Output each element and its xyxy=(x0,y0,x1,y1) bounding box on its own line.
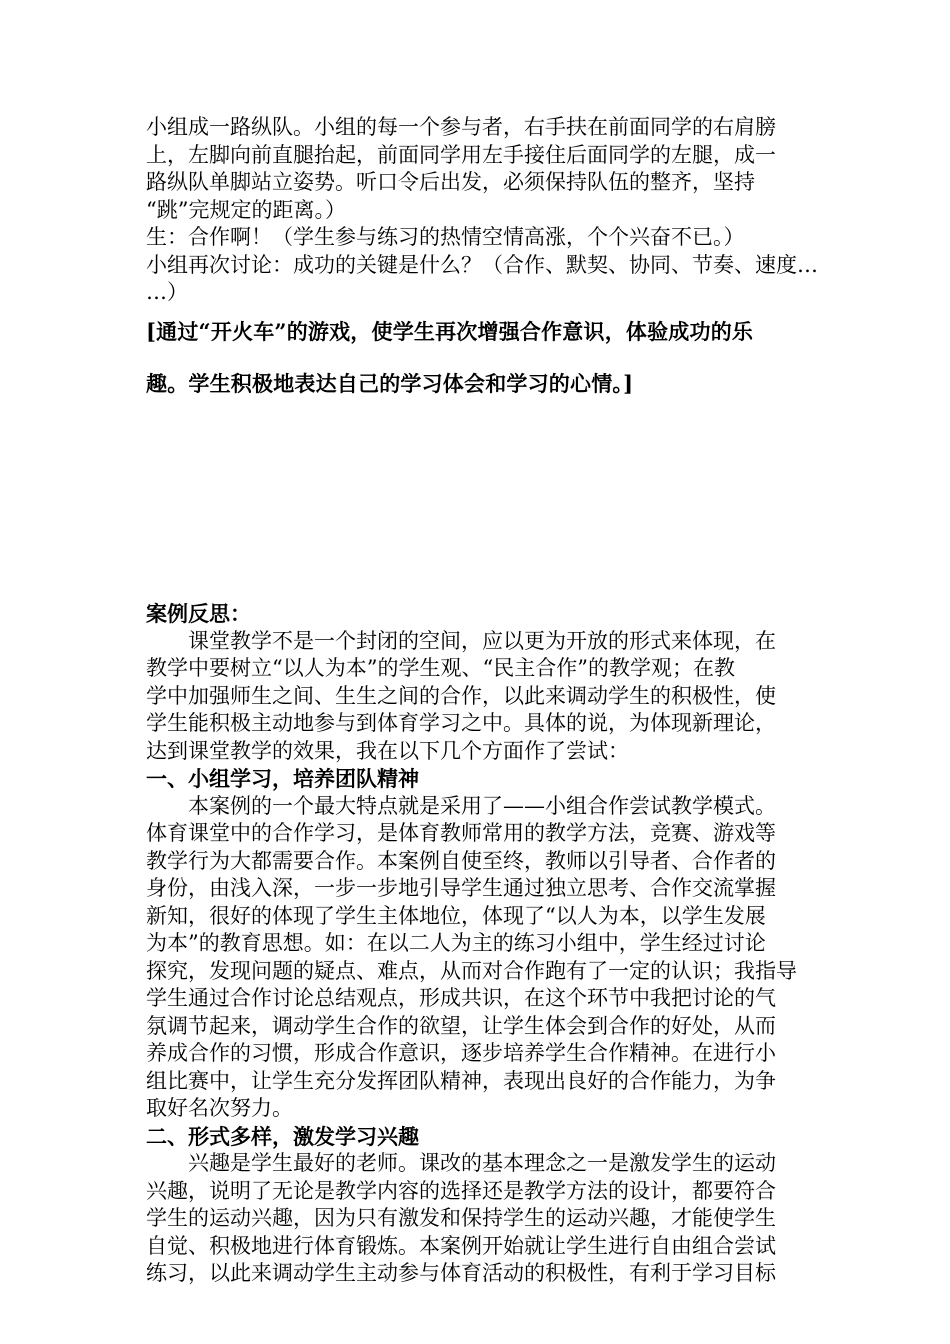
paragraph-line: 养成合作的习惯，形成合作意识，逐步培养学生合作精神。在进行小 xyxy=(146,1041,776,1065)
text-line: 小组成一路纵队。小组的每一个参与者，右手扶在前面同学的右肩膀 xyxy=(146,115,776,139)
paragraph-line: 学生的运动兴趣，因为只有激发和保持学生的运动兴趣，才能使学生 xyxy=(146,1206,776,1230)
design-note-line: 趣。学生积极地表达自己的学习体会和学习的心情。] xyxy=(146,371,634,396)
paragraph-line: 本案例的一个最大特点就是采用了——小组合作尝试教学模式。 xyxy=(188,793,776,818)
section-heading-2: 二、形式多样，激发学习兴趣 xyxy=(146,1123,419,1149)
section-heading-1: 一、小组学习，培养团队精神 xyxy=(146,766,419,791)
paragraph-line: 氛调节起来，调动学生合作的欲望，让学生体会到合作的好处，从而 xyxy=(146,1013,776,1038)
reflection-heading: 案例反思： xyxy=(146,601,251,626)
paragraph-line: 练习，以此来调动学生主动参与体育活动的积极性，有利于学习目标 xyxy=(146,1261,776,1285)
paragraph-line: 达到课堂教学的效果，我在以下几个方面作了尝试： xyxy=(146,738,629,763)
paragraph-line: 教学中要树立“以人为本”的学生观、“民主合作”的教学观；在教 xyxy=(146,656,735,680)
paragraph-line: 学中加强师生之间、生生之间的合作，以此来调动学生的积极性，使 xyxy=(146,683,776,708)
paragraph-line: 为本”的教育思想。如：在以二人为主的练习小组中，学生经过讨论 xyxy=(146,931,766,955)
discussion-question: 小组再次讨论：成功的关键是什么？（合作、默契、协同、节奏、速度… xyxy=(146,252,818,277)
text-line: …） xyxy=(146,280,188,304)
text-line: 路纵队单脚站立姿势。听口令后出发，必须保持队伍的整齐，坚持 xyxy=(146,170,755,194)
text-line: “跳”完规定的距离。） xyxy=(146,197,346,222)
reflection-section xyxy=(146,600,797,1288)
design-note-line: [通过“开火车”的游戏，使学生再次增强合作意识，体验成功的乐 xyxy=(146,319,754,344)
paragraph-line: 课堂教学不是一个封闭的空间，应以更为开放的形式来体现，在 xyxy=(188,628,776,653)
paragraph-line: 兴趣，说明了无论是教学内容的选择还是教学方法的设计，都要符合 xyxy=(146,1178,776,1203)
student-response: 生：合作啊！（学生参与练习的热情空情高涨，个个兴奋不已。） xyxy=(146,225,745,249)
paragraph-line: 新知，很好的体现了学生主体地位，体现了“以人为本，以学生发展 xyxy=(146,903,766,928)
paragraph-line: 学生通过合作讨论总结观点，形成共识，在这个环节中我把讨论的气 xyxy=(146,986,776,1010)
paragraph-line: 自觉、积极地进行体育锻炼。本案例开始就让学生进行自由组合尝试 xyxy=(146,1233,776,1258)
activity-description xyxy=(146,114,818,307)
text-line: 上，左脚向前直腿抬起，前面同学用左手接住后面同学的左腿，成一 xyxy=(146,142,776,167)
paragraph-line: 教学行为大都需要合作。本案例自使至终，教师以引导者、合作者的 xyxy=(146,848,776,873)
paragraph-line: 学生能积极主动地参与到体育学习之中。具体的说，为体现新理论， xyxy=(146,711,776,735)
paragraph-line: 组比赛中，让学生充分发挥团队精神，表现出良好的合作能力，为争 xyxy=(146,1068,776,1093)
paragraph-line: 探究，发现问题的疑点、难点，从而对合作跑有了一定的认识；我指导 xyxy=(146,958,797,983)
paragraph-line: 体育课堂中的合作学习，是体育教师常用的教学方法，竞赛、游戏等 xyxy=(146,821,776,845)
paragraph-line: 身份，由浅入深，一步一步地引导学生通过独立思考、合作交流掌握 xyxy=(146,876,776,900)
paragraph-line: 取好名次努力。 xyxy=(146,1096,293,1120)
paragraph-line: 兴趣是学生最好的老师。课改的基本理念之一是激发学生的运动 xyxy=(188,1151,776,1175)
